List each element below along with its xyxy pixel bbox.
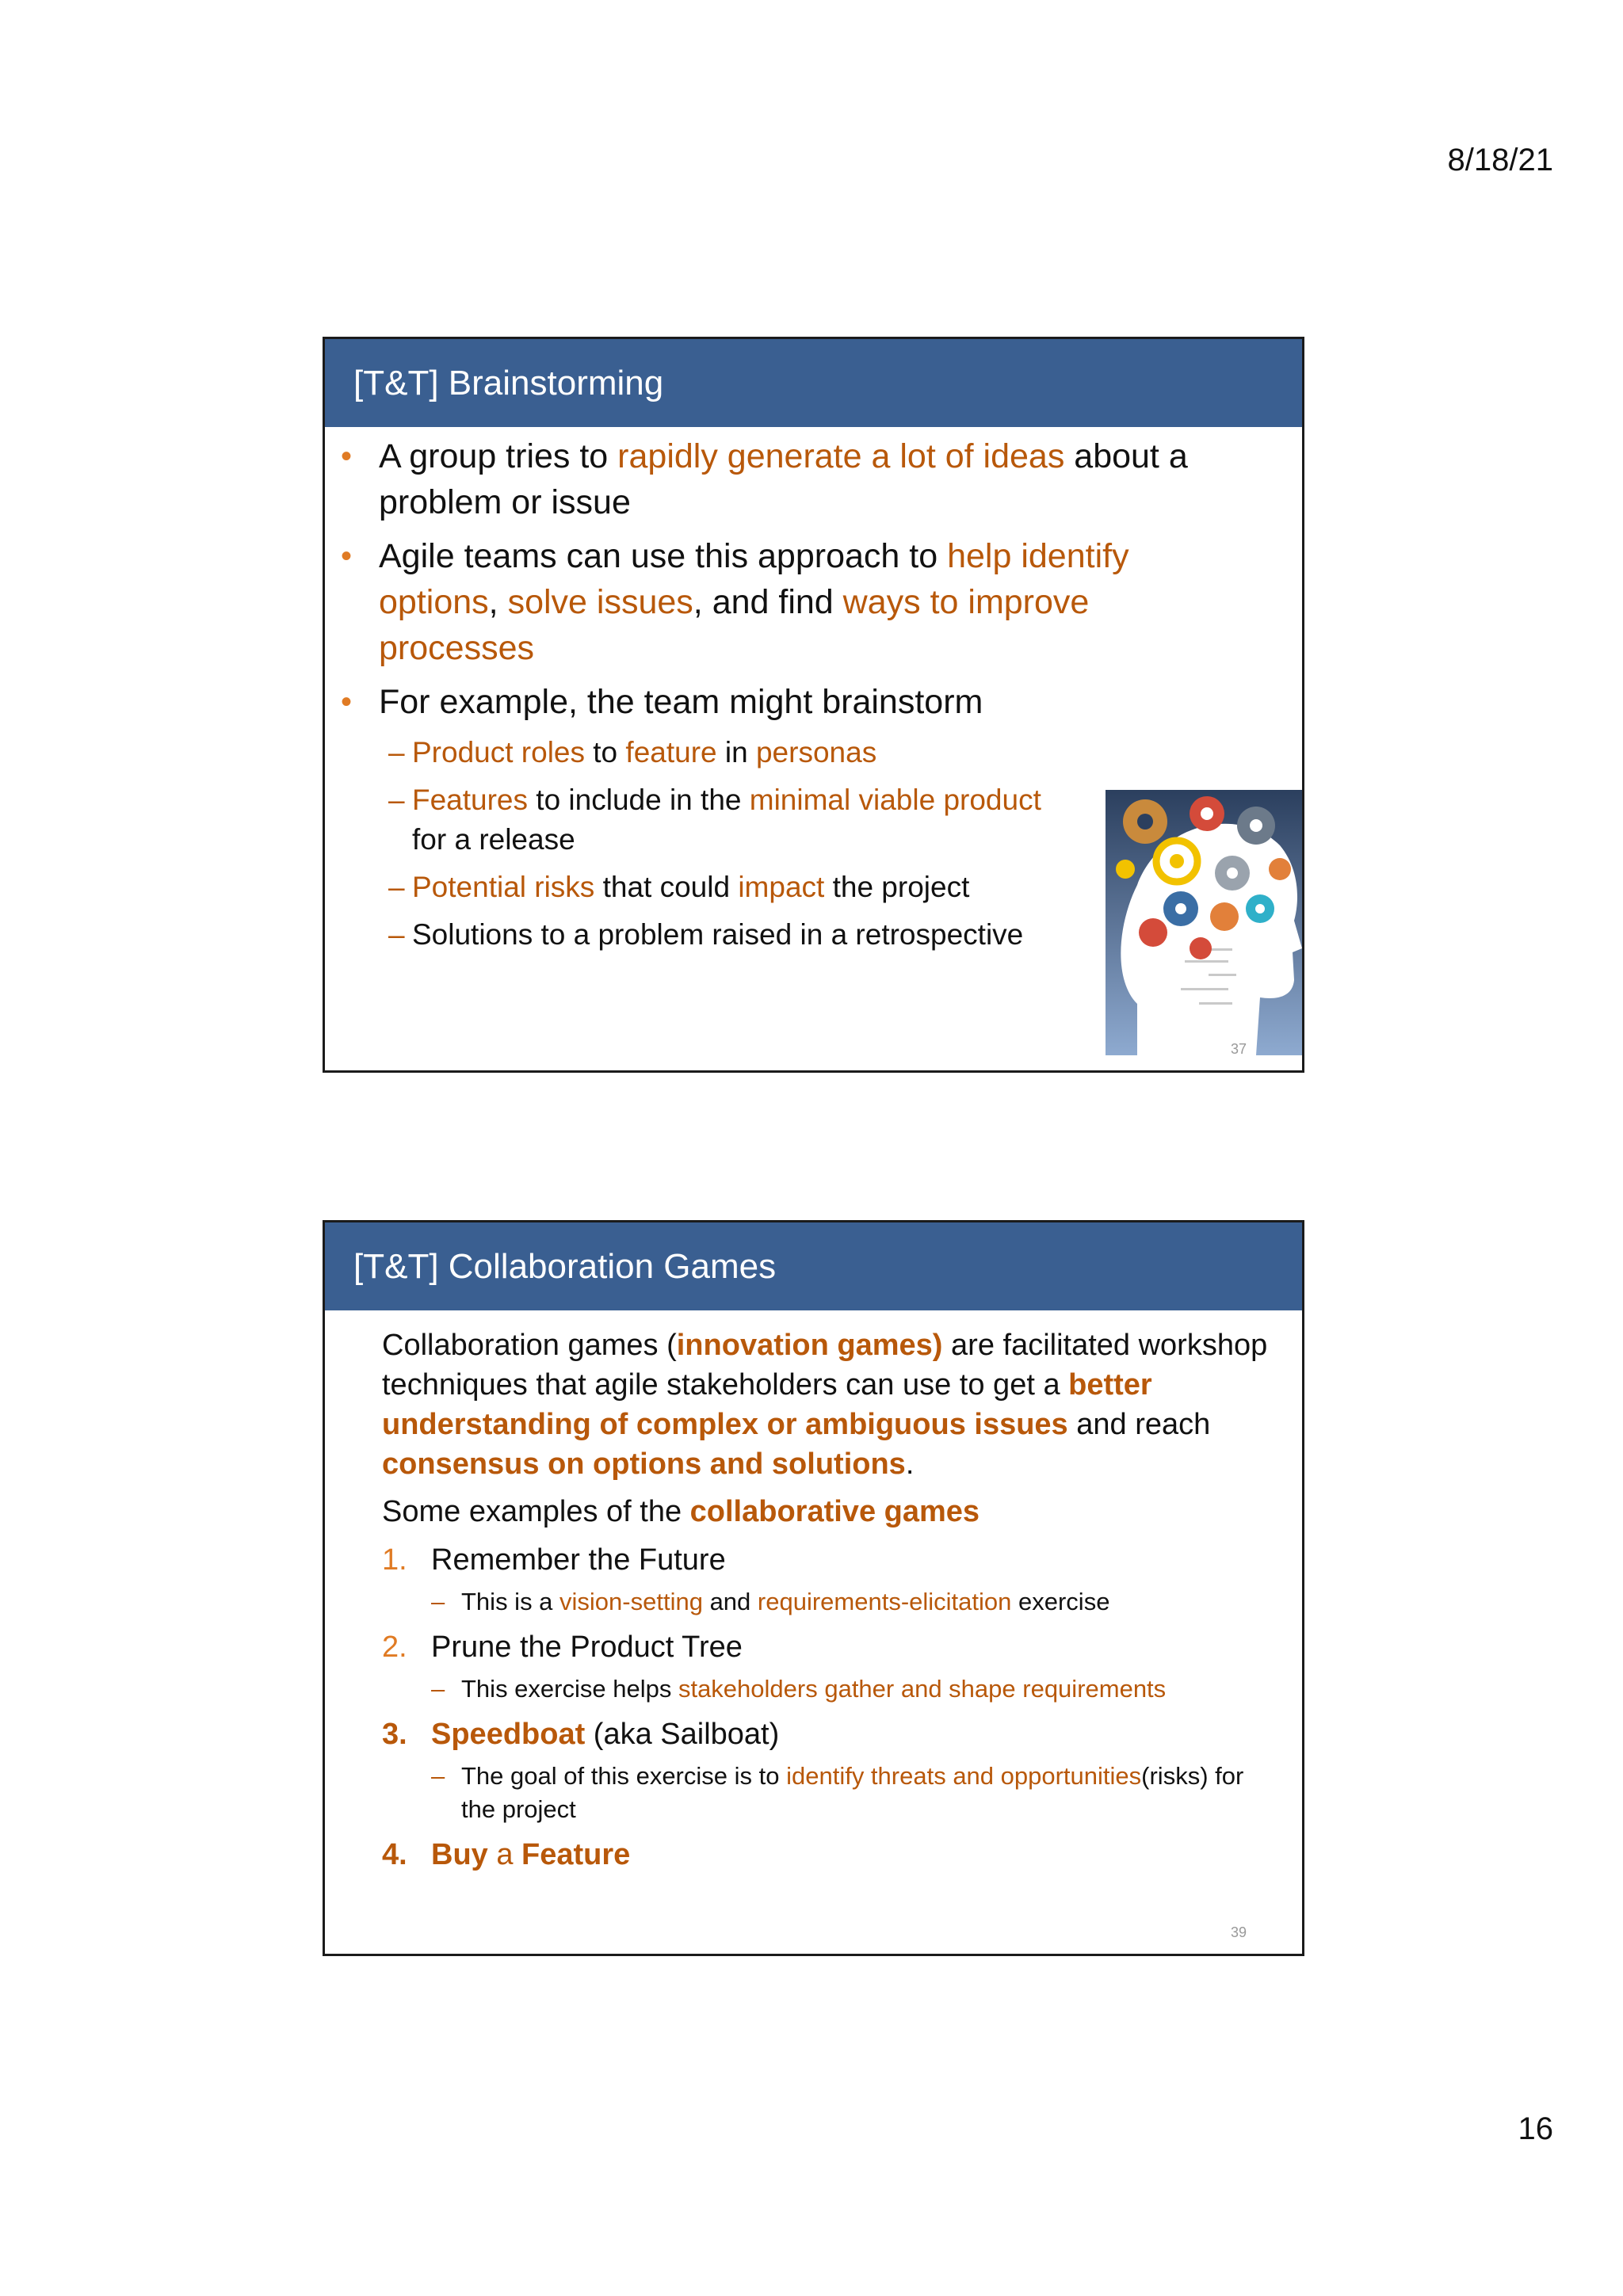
bullet-list <box>325 433 1302 725</box>
paragraph <box>382 1325 1277 1484</box>
sub-bullet-list <box>325 733 1117 955</box>
highlight-text: personas <box>755 736 877 769</box>
sub-text: that could <box>594 871 739 903</box>
highlight-text: innovation games) <box>676 1329 943 1362</box>
highlight-text: Speedboat <box>431 1718 586 1751</box>
sub-bullet-item <box>325 733 1117 772</box>
highlight-text: Potential risks <box>412 871 595 903</box>
highlight-text: solve issues <box>507 583 693 621</box>
bullet-text: , <box>488 583 508 621</box>
sub-text: to <box>585 736 626 769</box>
para-text: . <box>905 1447 915 1481</box>
bullet-text: For example, the team might brainstorm <box>379 683 983 721</box>
sub-text: The goal of this exercise is to <box>461 1762 787 1790</box>
highlight-text: Features <box>412 784 529 816</box>
para-text: are facilitated workshop techniques that agile stakeholders can use to get a <box>382 1329 1268 1402</box>
para-text: Some examples of the <box>382 1495 690 1528</box>
slide-title-text: [T&T] Brainstorming <box>353 363 664 402</box>
slide-title <box>325 339 1302 427</box>
sub-text: Solutions to a problem raised in a retrospective <box>412 918 1024 951</box>
sub-bullet-item <box>325 915 1117 955</box>
highlight-text: help identify options <box>379 537 1129 621</box>
highlight-text: requirements-elicitation <box>757 1588 1012 1615</box>
slide-number: 39 <box>1230 1924 1247 1940</box>
slide-number: 37 <box>1230 1041 1247 1057</box>
sub-item <box>382 1672 1277 1706</box>
item-label: Prune the Product Tree <box>431 1630 743 1664</box>
highlight-text: feature <box>625 736 717 769</box>
item-number: 1. <box>382 1543 407 1577</box>
highlight-text: vision-setting <box>559 1588 703 1615</box>
numbered-item <box>382 1539 1277 1581</box>
sub-text: This is a <box>461 1588 560 1615</box>
slide-title-text: [T&T] Collaboration Games <box>353 1246 777 1286</box>
item-number: 3. <box>382 1718 407 1751</box>
bullet-text: about a problem or issue <box>379 437 1188 521</box>
sub-text: the project <box>824 871 970 903</box>
item-label: a <box>487 1838 522 1871</box>
sub-text: and <box>702 1588 758 1615</box>
bullet-item <box>325 679 1302 725</box>
slide-brainstorming <box>323 337 1304 1073</box>
sub-text: in <box>716 736 756 769</box>
sub-bullet-item <box>325 780 1062 860</box>
sub-text: for a release <box>412 823 575 856</box>
highlight-text: minimal viable product <box>749 784 1041 816</box>
highlight-text: identify threats and opportunities <box>786 1762 1142 1790</box>
bullet-item <box>325 533 1171 671</box>
slide-body <box>382 1325 1277 1875</box>
slide-body <box>325 433 1302 955</box>
item-number: 2. <box>382 1630 407 1664</box>
bullet-text: A group tries to <box>379 437 618 475</box>
highlight-text: stakeholders gather and shape requirements <box>678 1675 1167 1703</box>
numbered-item <box>382 1834 1277 1875</box>
slide-title <box>325 1222 1302 1310</box>
numbered-item <box>382 1714 1277 1755</box>
para-text: and reach <box>1067 1408 1211 1441</box>
highlight-text: Buy <box>431 1838 488 1871</box>
document-date: 8/18/21 <box>1447 143 1553 177</box>
sub-item <box>382 1585 1277 1619</box>
highlight-text: consensus on options and solutions <box>382 1447 906 1481</box>
highlight-text: Feature <box>521 1838 631 1871</box>
page-number: 16 <box>1518 2111 1553 2146</box>
highlight-text: collaborative games <box>689 1495 980 1528</box>
sub-text: (risks) for the project <box>461 1762 1244 1823</box>
slide-collaboration-games <box>323 1220 1304 1956</box>
paragraph <box>382 1492 1277 1531</box>
bullet-item <box>325 433 1235 525</box>
para-text: Collaboration games ( <box>382 1329 677 1362</box>
sub-item <box>382 1760 1277 1826</box>
sub-text: to include in the <box>528 784 750 816</box>
highlight-text: rapidly generate a lot of ideas <box>617 437 1065 475</box>
numbered-item <box>382 1627 1277 1668</box>
highlight-text: Product roles <box>412 736 585 769</box>
highlight-text: impact <box>738 871 825 903</box>
brain-gears-icon <box>1106 790 1302 1055</box>
item-label: (aka Sailboat) <box>585 1718 780 1751</box>
bullet-text: Agile teams can use this approach to <box>379 537 948 575</box>
bullet-text: , and find <box>693 583 843 621</box>
highlight-text: ways to improve processes <box>379 583 1090 667</box>
sub-bullet-item <box>325 868 1117 907</box>
sub-text: exercise <box>1011 1588 1110 1615</box>
highlight-text: better understanding of complex or ambiguous issues <box>382 1368 1152 1441</box>
item-number: 4. <box>382 1838 407 1871</box>
item-label: Remember the Future <box>431 1543 726 1577</box>
sub-text: This exercise helps <box>461 1675 678 1703</box>
